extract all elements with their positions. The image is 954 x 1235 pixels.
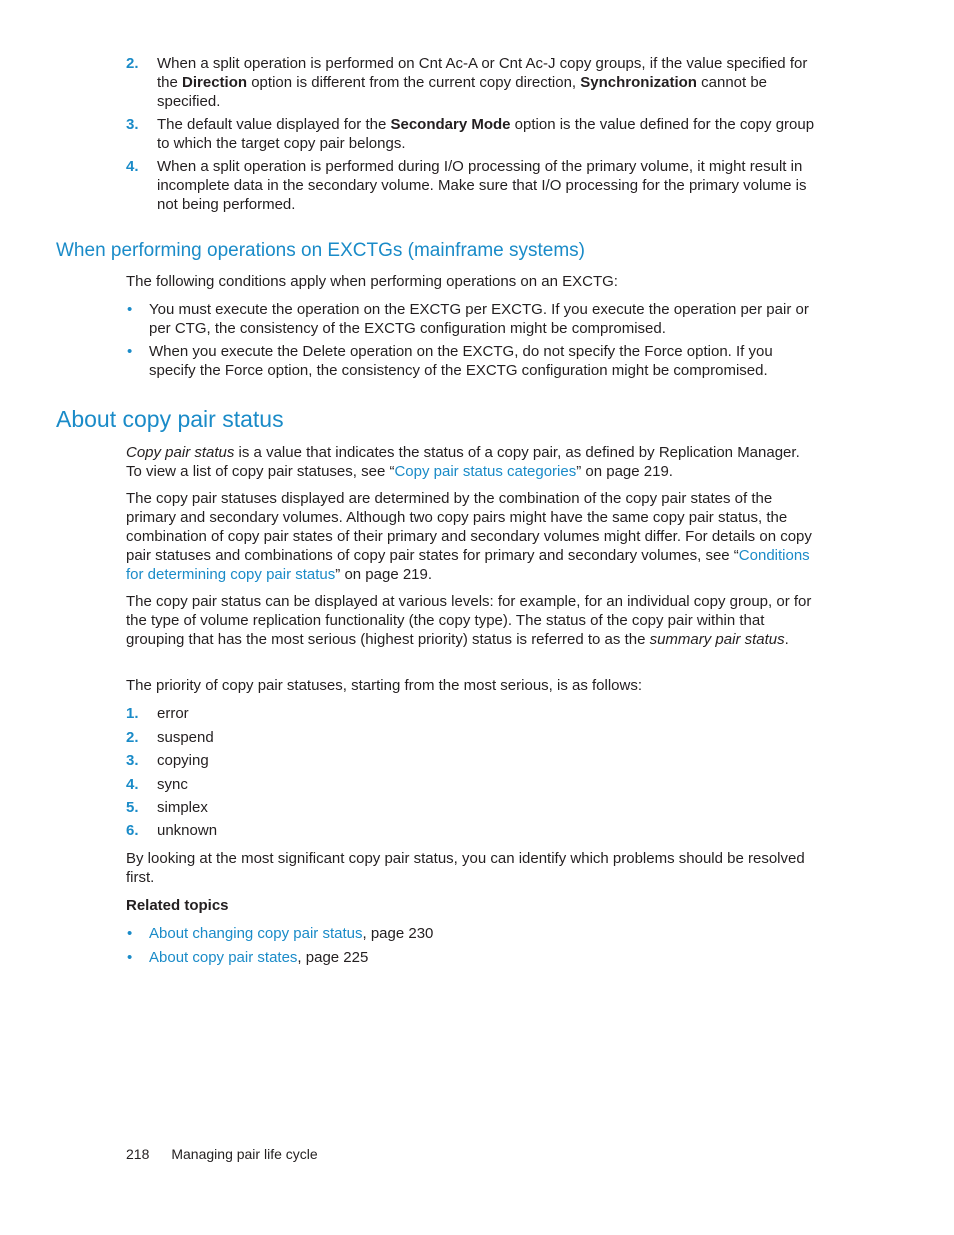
numbered-item [126, 157, 816, 214]
link-conditions-copy-pair-status[interactable]: Conditions for determining copy pair status [126, 547, 810, 583]
section-intro: The following conditions apply when performing operations on an EXCTG: [126, 273, 618, 290]
item-text: sync [157, 776, 188, 793]
item-text: When a split operation is performed on Cnt Ac-A or Cnt Ac-J copy groups, if the value specified for the Direction option is different from the current copy direction, Synchronization cannot be specified. [157, 55, 808, 110]
item-number: 6. [126, 822, 139, 839]
item-text: unknown [157, 822, 218, 839]
page-number: 218 [126, 1146, 150, 1162]
bullet-icon: • [127, 343, 133, 360]
numbered-item [126, 54, 816, 111]
item-text: When a split operation is performed during I/O processing of the primary volume, it might result in incomplete data in the secondary volume. Make sure that I/O processing for the primary volume is not being performed. [157, 158, 807, 213]
related-topics-heading: Related topics [126, 897, 229, 914]
bullet-icon: • [127, 949, 133, 966]
item-number: 4. [126, 158, 139, 175]
item-text: suspend [157, 729, 214, 746]
paragraph: The copy pair status can be displayed at various levels: for example, for an individual copy group, or for the type of volume replication functionality (the copy type). The status of the copy pair within that grouping that has the most serious (highest priority) status is referred to as the summary pair status. [126, 593, 812, 648]
item-number: 1. [126, 705, 139, 722]
page-reference: , page 225 [297, 949, 369, 966]
bullet-icon: • [127, 925, 133, 942]
list-item [126, 300, 816, 338]
page-reference: , page 230 [362, 925, 434, 942]
list-item [126, 728, 816, 747]
paragraph: Copy pair status is a value that indicates the status of a copy pair, as defined by Replication Manager. To view a list of copy pair statuses, see “Copy pair status categories” on page 219. [126, 444, 800, 480]
list-item [126, 704, 816, 723]
chapter-title: Managing pair life cycle [171, 1146, 318, 1162]
list-item [126, 798, 816, 817]
item-number: 5. [126, 799, 139, 816]
item-text: copying [157, 752, 209, 769]
list-item [126, 751, 816, 770]
paragraph: The priority of copy pair statuses, starting from the most serious, is as follows: [126, 677, 643, 694]
link-about-copy-pair-states[interactable]: About copy pair states [149, 949, 298, 966]
item-number: 2. [126, 55, 139, 72]
item-text: The default value displayed for the Secondary Mode option is the value defined for the copy group to which the target copy pair belongs. [157, 116, 815, 152]
item-text: error [157, 705, 189, 722]
link-about-changing-copy-pair-status[interactable]: About changing copy pair status [149, 925, 363, 942]
list-item [126, 821, 816, 840]
list-item [126, 775, 816, 794]
item-number: 3. [126, 116, 139, 133]
bullet-text: When you execute the Delete operation on the EXCTG, do not specify the Force option. If you specify the Force option, the consistency of the EXCTG configuration might be compromised. [149, 343, 773, 379]
item-text: simplex [157, 799, 208, 816]
link-copy-pair-status-categories[interactable]: Copy pair status categories [394, 463, 577, 480]
bullet-icon: • [127, 301, 133, 318]
related-topic-item [126, 924, 816, 943]
section-heading: When performing operations on EXCTGs (mainframe systems) [56, 240, 586, 261]
list-item [126, 342, 816, 380]
related-topic-item [126, 948, 816, 967]
paragraph: By looking at the most significant copy pair status, you can identify which problems should be resolved first. [126, 850, 805, 886]
paragraph: The copy pair statuses displayed are determined by the combination of the copy pair states of the primary and secondary volumes. Although two copy pairs might have the same copy pair status, the combination of copy pair states of their primary and secondary volumes might differ. For details on copy pair statuses and combinations of copy pair states for primary and secondary volumes, see “Conditions for determining copy pair status” on page 219. [126, 490, 812, 583]
item-number: 3. [126, 752, 139, 769]
item-number: 2. [126, 729, 139, 746]
item-number: 4. [126, 776, 139, 793]
numbered-item [126, 115, 816, 153]
page-title: About copy pair status [56, 406, 284, 432]
bullet-text: You must execute the operation on the EXCTG per EXCTG. If you execute the operation per pair or per CTG, the consistency of the EXCTG configuration might be compromised. [149, 301, 809, 337]
page-footer [126, 1145, 318, 1164]
